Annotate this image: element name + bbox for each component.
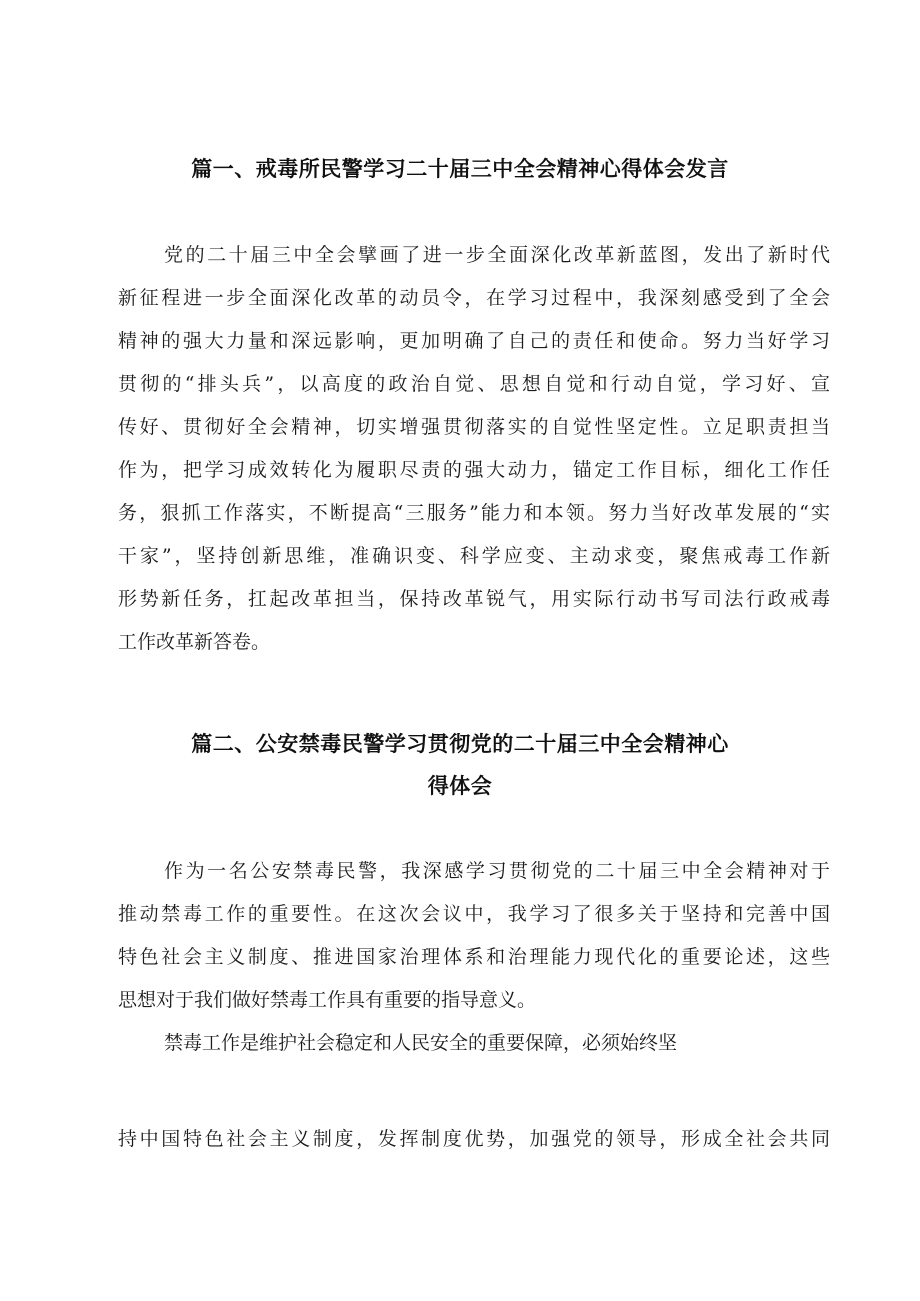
section2-title-line2: 得体会 xyxy=(427,774,493,798)
section2-para1-line: 思想对于我们做好禁毒工作具有重要的指导意义。 xyxy=(118,989,537,1011)
section2-para2-line: 持中国特色社会主义制度，发挥制度优势，加强党的领导，形成全社会共同 xyxy=(118,1128,830,1150)
section2-para1-line: 推动禁毒工作的重要性。在这次会议中，我学习了很多关于坚持和完善中国 xyxy=(118,903,830,925)
section1-line: 工作改革新答卷。 xyxy=(118,631,271,653)
section1-line: 务，狠抓工作落实，不断提高“三服务”能力和本领。努力当好改革发展的“实 xyxy=(118,502,830,524)
section2-para1-line: 特色社会主义制度、推进国家治理体系和治理能力现代化的重要论述，这些 xyxy=(118,946,830,968)
section1-line: 新征程进一步全面深化改革的动员令，在学习过程中，我深刻感受到了全会 xyxy=(118,287,830,309)
section1-line: 形势新任务，扛起改革担当，保持改革锐气，用实际行动书写司法行政戒毒 xyxy=(118,588,830,610)
section1-line: 作为，把学习成效转化为履职尽责的强大动力，锚定工作目标，细化工作任 xyxy=(118,459,830,481)
section1-line: 贯彻的“排头兵”，以高度的政治自觉、思想自觉和行动自觉，学习好、宣 xyxy=(118,373,830,395)
section1-line: 传好、贯彻好全会精神，切实增强贯彻落实的自觉性坚定性。立足职责担当 xyxy=(118,416,830,438)
section2-para1-line: 作为一名公安禁毒民警，我深感学习贯彻党的二十届三中全会精神对于 xyxy=(164,860,830,882)
section2-para2-line: 禁毒工作是维护社会稳定和人民安全的重要保障，必须始终坚 xyxy=(164,1032,678,1054)
section1-line: 党的二十届三中全会擘画了进一步全面深化改革新蓝图，发出了新时代 xyxy=(164,244,830,266)
section1-line: 干家”，坚持创新思维，准确识变、科学应变、主动求变，聚焦戒毒工作新 xyxy=(118,545,830,567)
section1-line: 精神的强大力量和深远影响，更加明确了自己的责任和使命。努力当好学习 xyxy=(118,330,830,352)
section2-title-line1: 篇二、公安禁毒民警学习贯彻党的二十届三中全会精神心 xyxy=(191,732,729,756)
section1-title: 篇一、戒毒所民警学习二十届三中全会精神心得体会发言 xyxy=(191,157,729,181)
